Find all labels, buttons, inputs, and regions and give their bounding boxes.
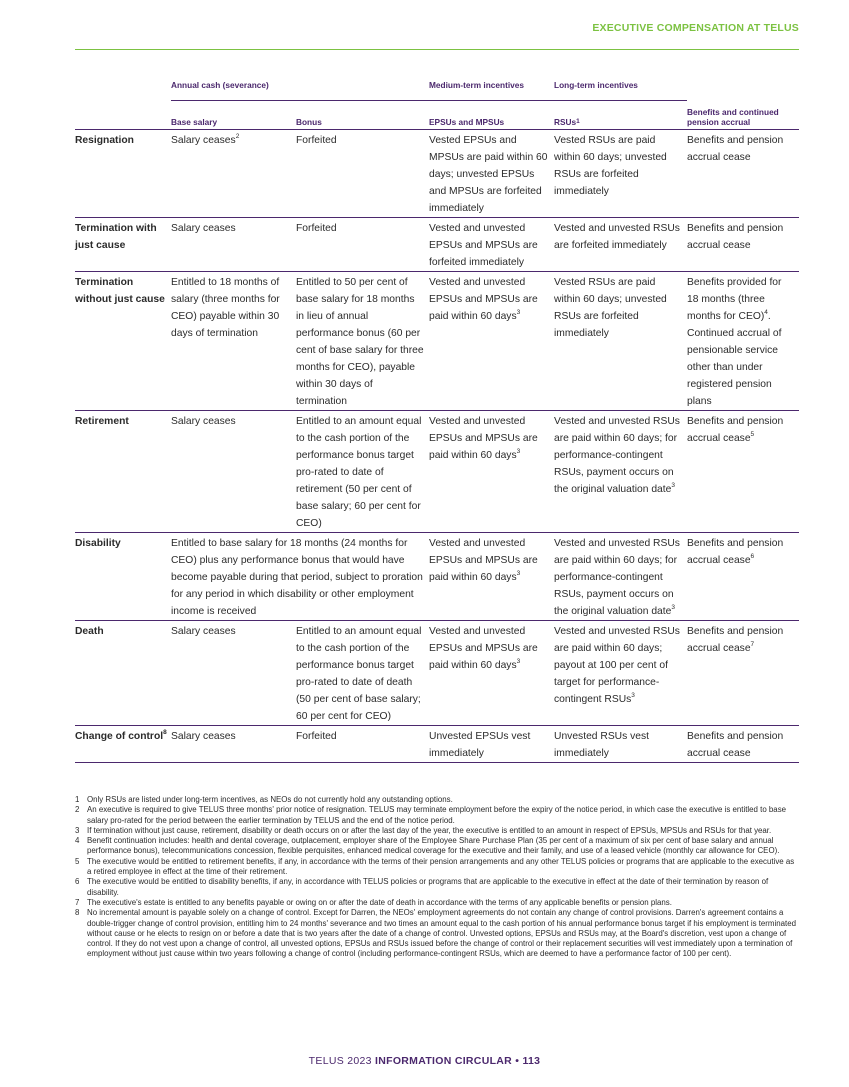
page-number: 113 — [522, 1055, 541, 1067]
cell-epsu — [429, 411, 554, 533]
footer-separator: • — [512, 1055, 523, 1067]
cell-rsu: Vested RSUs are paid within 60 days; unvested RSUs are forfeited immediately — [554, 130, 687, 218]
cell-bonus: Entitled to an amount equal to the cash portion of the performance bonus target pro-rated to date of retirement (50 per cent of base salary; 60 per cent for CEO) — [296, 411, 429, 533]
footnote-number: 2 — [75, 805, 80, 815]
cell-rsu — [554, 533, 687, 621]
cell-base-salary: Salary ceases — [171, 218, 296, 272]
footnote-ref: 3 — [516, 448, 521, 455]
footnote-ref: 7 — [750, 641, 755, 648]
table-row-disability — [75, 533, 799, 621]
row-label — [75, 726, 171, 763]
footnote-number: 7 — [75, 897, 80, 907]
table-row-resignation — [75, 130, 799, 218]
cell-text: Salary ceases — [171, 135, 236, 146]
cell-rsu — [554, 411, 687, 533]
footnote-text: Only RSUs are listed under long-term incentives, as NEOs do not currently hold any outstanding options. — [87, 795, 453, 804]
cell-benefits — [687, 272, 799, 411]
cell-benefits — [687, 621, 799, 726]
group-header-medium: Medium-term incentives — [429, 78, 554, 101]
col-header-benefits: Benefits and continued pension accrual — [687, 101, 799, 130]
row-label: Termination with just cause — [75, 218, 171, 272]
footnote-ref: 8 — [163, 729, 167, 736]
cell-text: Vested and unvested RSUs are paid within 60 days; payout at 100 per cent of target for performance-contingent RSUs — [554, 626, 680, 705]
cell-text: Vested and unvested EPSUs and MPSUs are paid within 60 days — [429, 626, 538, 671]
footnote-6 — [75, 877, 799, 898]
footnote-number: 3 — [75, 825, 80, 835]
footnote-text: Benefit continuation includes: health and dental coverage, outplacement, employer share of the Employee Share Purchase Plan (35 per cent of a maximum of six per cent of base salary and annual performance bonus), telecommunications concession, flexible perquisites, enhanced medical coverage for the executive and their family, and use of a leased vehicle (monthly car allowance for CEO). — [87, 836, 780, 856]
footnote-number: 5 — [75, 856, 80, 866]
col-header-event — [75, 101, 171, 130]
cell-bonus: Forfeited — [296, 726, 429, 763]
footnote-8 — [75, 908, 799, 959]
col-header-rsu-footnote: 1 — [576, 118, 580, 125]
cell-rsu: Vested RSUs are paid within 60 days; unvested RSUs are forfeited immediately — [554, 272, 687, 411]
footnote-ref: 3 — [671, 604, 675, 611]
table-row-termination-without-cause — [75, 272, 799, 411]
row-label: Resignation — [75, 130, 171, 218]
footnote-3 — [75, 826, 799, 836]
footer-prefix: TELUS 2023 — [308, 1055, 376, 1067]
footnote-ref: 4 — [764, 309, 768, 316]
cell-base-salary: Salary ceases — [171, 726, 296, 763]
footnote-ref: 3 — [516, 658, 521, 665]
cell-base-salary-bonus: Entitled to base salary for 18 months (24 months for CEO) plus any performance bonus that would have become payable during that period, subject to proration for any period in which disability or other employment income is received — [171, 533, 429, 621]
header-divider — [75, 49, 799, 50]
cell-epsu: Unvested EPSUs vest immediately — [429, 726, 554, 763]
footnote-1 — [75, 795, 799, 805]
termination-table-wrapper — [75, 78, 799, 763]
row-label: Disability — [75, 533, 171, 621]
cell-epsu: Vested EPSUs and MPSUs are paid within 60 days; unvested EPSUs and MPSUs are forfeited immediately — [429, 130, 554, 218]
cell-bonus: Entitled to an amount equal to the cash portion of the performance bonus target pro-rated to date of death (50 per cent of base salary; 60 per cent for CEO) — [296, 621, 429, 726]
footer-title: INFORMATION CIRCULAR — [375, 1055, 513, 1067]
table-row-change-of-control — [75, 726, 799, 763]
footnote-7 — [75, 898, 799, 908]
cell-epsu — [429, 533, 554, 621]
cell-bonus: Forfeited — [296, 218, 429, 272]
cell-text: Vested and unvested EPSUs and MPSUs are paid within 60 days — [429, 416, 538, 461]
cell-rsu — [554, 621, 687, 726]
cell-benefits: Benefits and pension accrual cease — [687, 130, 799, 218]
table-row-retirement — [75, 411, 799, 533]
footnote-ref: 3 — [631, 692, 635, 699]
cell-text: Vested and unvested RSUs are paid within 60 days; for performance-contingent RSUs, payment occurs on the original valuation date — [554, 538, 680, 617]
footnotes — [75, 795, 799, 960]
cell-rsu: Unvested RSUs vest immediately — [554, 726, 687, 763]
cell-benefits — [687, 533, 799, 621]
table-row-death — [75, 621, 799, 726]
footnote-number: 1 — [75, 795, 80, 804]
footnote-number: 6 — [75, 877, 80, 887]
footnote-text: An executive is required to give TELUS three months' prior notice of resignation. TELUS may terminate employment before the expiry of the notice period, in which case the executive is entitled to base salary pro-rated for the period between the earlier termination by TELUS and the end of the notice period. — [87, 805, 787, 825]
footnote-ref: 6 — [750, 553, 755, 560]
cell-text: Vested and unvested RSUs are paid within 60 days; for performance-contingent RSUs, payment occurs on the original valuation date — [554, 416, 680, 495]
cell-epsu: Vested and unvested EPSUs and MPSUs are forfeited immediately — [429, 218, 554, 272]
footnote-ref: 3 — [516, 309, 521, 316]
cell-text: Vested and unvested EPSUs and MPSUs are paid within 60 days — [429, 277, 538, 322]
cell-benefits — [687, 411, 799, 533]
footnote-ref: 3 — [671, 482, 675, 489]
col-header-base-salary: Base salary — [171, 101, 296, 130]
cell-base-salary: Salary ceases — [171, 411, 296, 533]
footnote-number: 8 — [75, 908, 80, 918]
footnote-text: No incremental amount is payable solely on a change of control. Except for Darren, the NEOs' employment agreements do not contain any change of control provisions. Darren's agreement contains a double-trigger change of control provision, entitling him to 24 months' severance and two times an amount equal to the cash portion of his annual performance bonus target if his employment is terminated without cause or he elects to resign on or before a date that is two years after the date of a change of control. Unvested options, EPSUs and RSUs may, at the Board's discretion, vest upon a change of control. If they do not vest upon a change of control, all unvested options, EPSUs and RSUs issued before the change of control or their replacement securities will vest immediately upon a termination of employment without just cause within two years following a change of control (including performance-contingent RSUs, which are deemed to have a performance factor of 100 per cent). — [87, 908, 796, 959]
corner-cell — [75, 78, 171, 101]
cell-text: Benefits and pension accrual cease — [687, 416, 784, 444]
footnote-text: If termination without just cause, retirement, disability or death occurs on or after the last day of the year, the executive is entitled to an amount in respect of EPSUs, MPSUs and RSUs for that year. — [87, 825, 772, 835]
termination-table — [75, 78, 799, 763]
footnote-number: 4 — [75, 836, 80, 846]
row-label-text: Change of control — [75, 731, 164, 742]
row-label: Termination without just cause — [75, 272, 171, 411]
cell-epsu — [429, 272, 554, 411]
cell-text: Benefits provided for 18 months (three months for CEO) — [687, 277, 782, 322]
footnote-text: The executive would be entitled to disability benefits, if any, in accordance with TELUS policies or programs that are applicable to the executive in effect at the date of their termination by reason of disability. — [87, 877, 769, 897]
cell-base-salary: Salary ceases — [171, 621, 296, 726]
cell-text: Benefits and pension accrual cease — [687, 538, 784, 566]
cell-bonus: Forfeited — [296, 130, 429, 218]
footnote-ref: 2 — [235, 133, 240, 140]
cell-rsu: Vested and unvested RSUs are forfeited immediately — [554, 218, 687, 272]
page-header-title: EXECUTIVE COMPENSATION AT TELUS — [592, 22, 799, 34]
footnote-text: The executive would be entitled to retirement benefits, if any, in accordance with the terms of their pension arrangements and any other TELUS policies or programs that are applicable to the executive as a retired employee in effect at the time of their retirement. — [87, 856, 795, 877]
col-header-epsu: EPSUs and MPSUs — [429, 101, 554, 130]
cell-bonus: Entitled to 50 per cent of base salary for 18 months in lieu of annual performance bonus (60 per cent of base salary for three months for CEO), payable within 30 days of termination — [296, 272, 429, 411]
footnote-ref: 5 — [750, 431, 755, 438]
cell-text: Vested and unvested EPSUs and MPSUs are paid within 60 days — [429, 538, 538, 583]
row-label: Retirement — [75, 411, 171, 533]
page-footer — [0, 1055, 849, 1067]
cell-base-salary: Entitled to 18 months of salary (three months for CEO) payable within 30 days of termination — [171, 272, 296, 411]
group-header-long: Long-term incentives — [554, 78, 687, 101]
footnote-2 — [75, 805, 799, 826]
col-header-rsu-label: RSUs — [554, 117, 577, 127]
footnote-4 — [75, 836, 799, 857]
cell-text: Benefits and pension accrual cease — [687, 626, 784, 654]
col-header-rsu — [554, 101, 687, 130]
cell-text-continued: . Continued accrual of pensionable service other than under registered pension plans — [687, 311, 782, 407]
table-row-termination-just-cause — [75, 218, 799, 272]
footnote-5 — [75, 857, 799, 878]
cell-epsu — [429, 621, 554, 726]
cell-benefits: Benefits and pension accrual cease — [687, 726, 799, 763]
footnote-ref: 3 — [516, 570, 521, 577]
col-header-bonus: Bonus — [296, 101, 429, 130]
cell-base-salary — [171, 130, 296, 218]
footnote-text: The executive's estate is entitled to any benefits payable or owing on or after the date of death in accordance with the terms of any applicable benefits or pension plans. — [87, 897, 672, 907]
cell-benefits: Benefits and pension accrual cease — [687, 218, 799, 272]
group-header-annual: Annual cash (severance) — [171, 78, 429, 101]
row-label: Death — [75, 621, 171, 726]
group-header-empty — [687, 78, 799, 101]
